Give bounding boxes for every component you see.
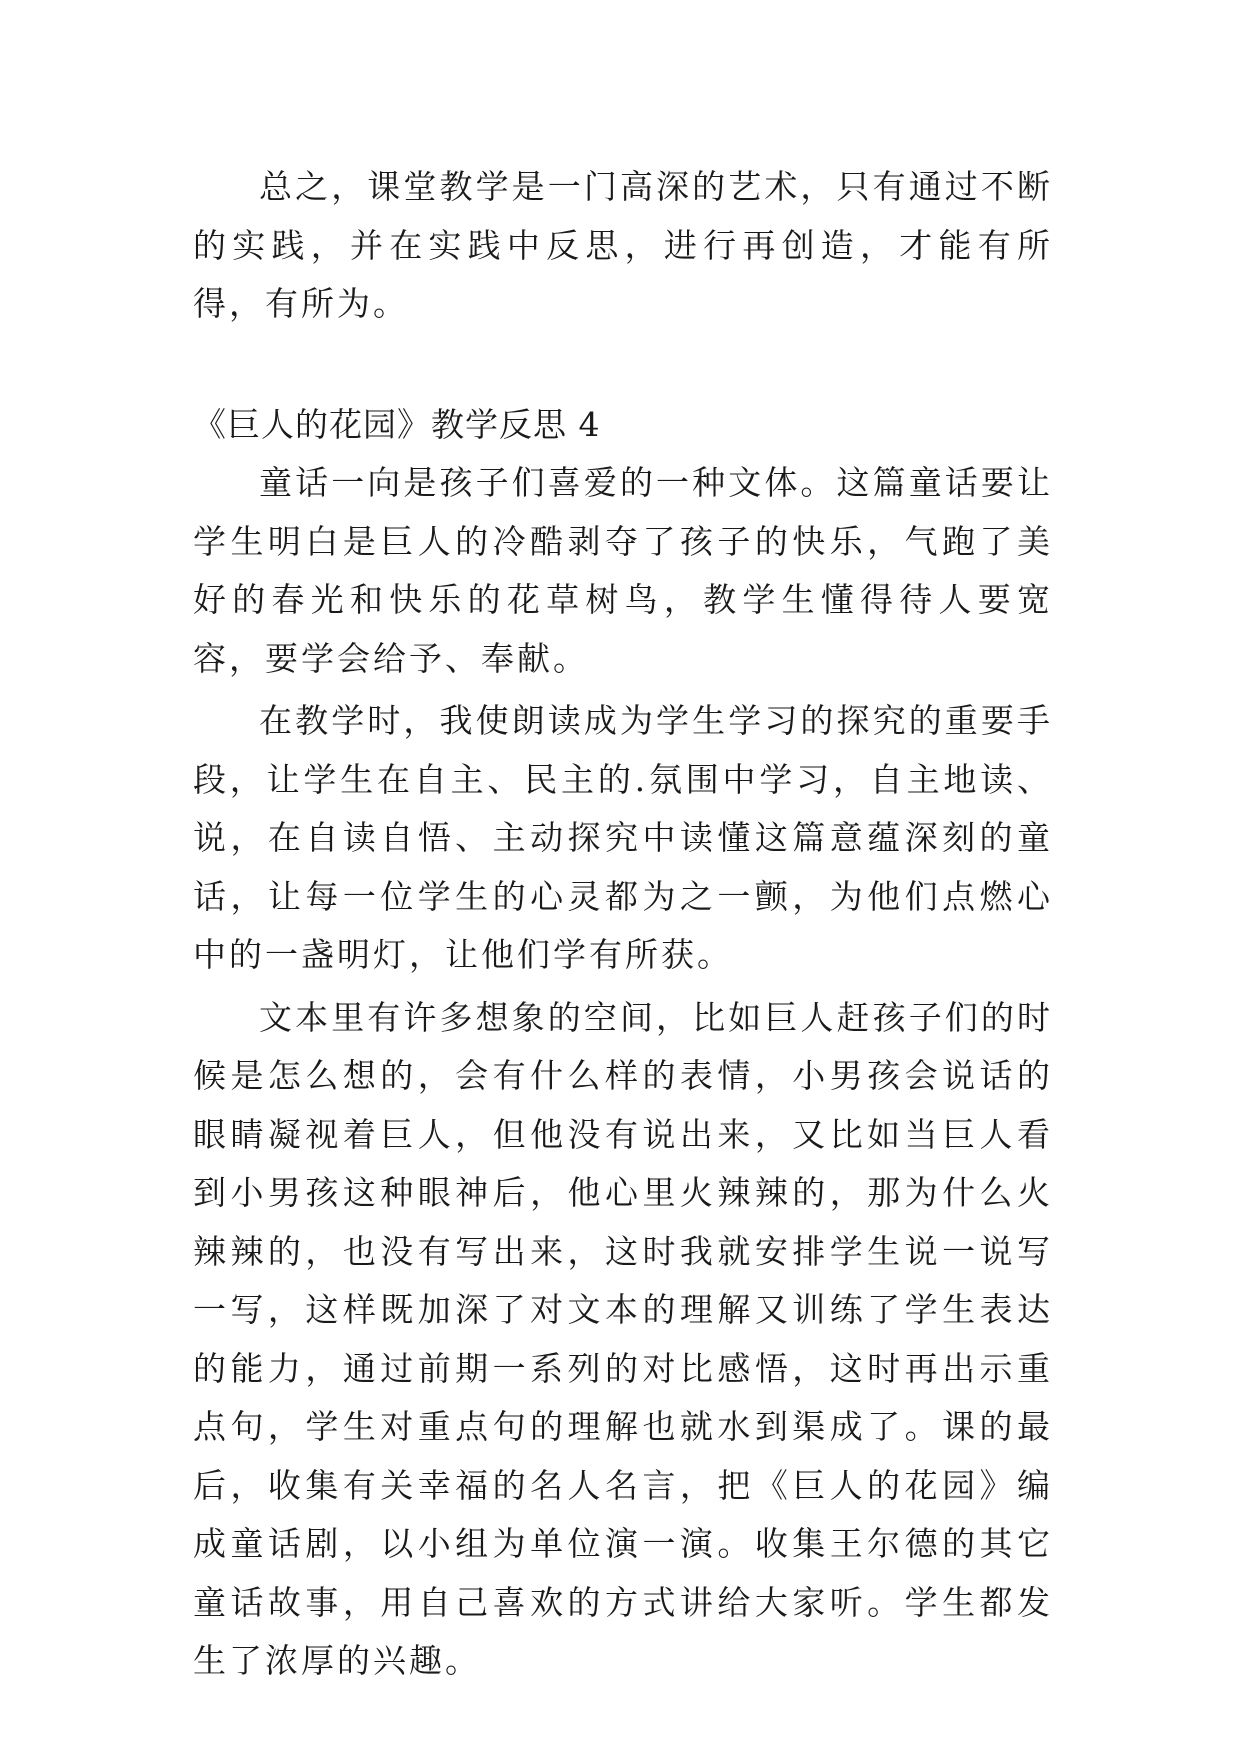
paragraph-3: 文本里有许多想象的空间，比如巨人赶孩子们的时候是怎么想的，会有什么样的表情，小男孩会说话的眼睛凝视着巨人，但他没有说出来，又比如当巨人看到小男孩这种眼神后，他心里火辣辣的，那为什么火辣辣的，也没有写出来，这时我就安排学生说一说写一写，这样既加深了对文本的理解又训练了学生表达的能力，通过前期一系列的对比感悟，这时再出示重点句，学生对重点句的理解也就水到渠成了。课的最后，收集有关幸福的名人名言，把《巨人的花园》编成童话剧，以小组为单位演一演。收集王尔德的其它童话故事，用自己喜欢的方式讲给大家听。学生都发生了浓厚的兴趣。 — [193, 997, 1053, 1680]
section-title: 《巨人的花园》教学反思 4 — [193, 404, 601, 444]
section-spacer — [193, 334, 1053, 396]
paragraph-1: 童话一向是孩子们喜爱的一种文体。这篇童话要让学生明白是巨人的冷酷剥夺了孩子的快乐，气跑了美好的春光和快乐的花草树鸟，教学生懂得待人要宽容，要学会给予、奉献。 — [193, 463, 1053, 678]
document-body — [193, 158, 1053, 1691]
paragraph-2: 在教学时，我使朗读成为学生学习的探究的重要手段，让学生在自主、民主的.氛围中学习，自主地读、说，在自读自悟、主动探究中读懂这篇意蕴深刻的童话，让每一位学生的心灵都为之一颤，为他们点燃心中的一盏明灯，让他们学有所获。 — [193, 701, 1053, 974]
paragraph-conclusion: 总之，课堂教学是一门高深的艺术，只有通过不断的实践，并在实践中反思，进行再创造，才能有所得，有所为。 — [193, 167, 1053, 323]
